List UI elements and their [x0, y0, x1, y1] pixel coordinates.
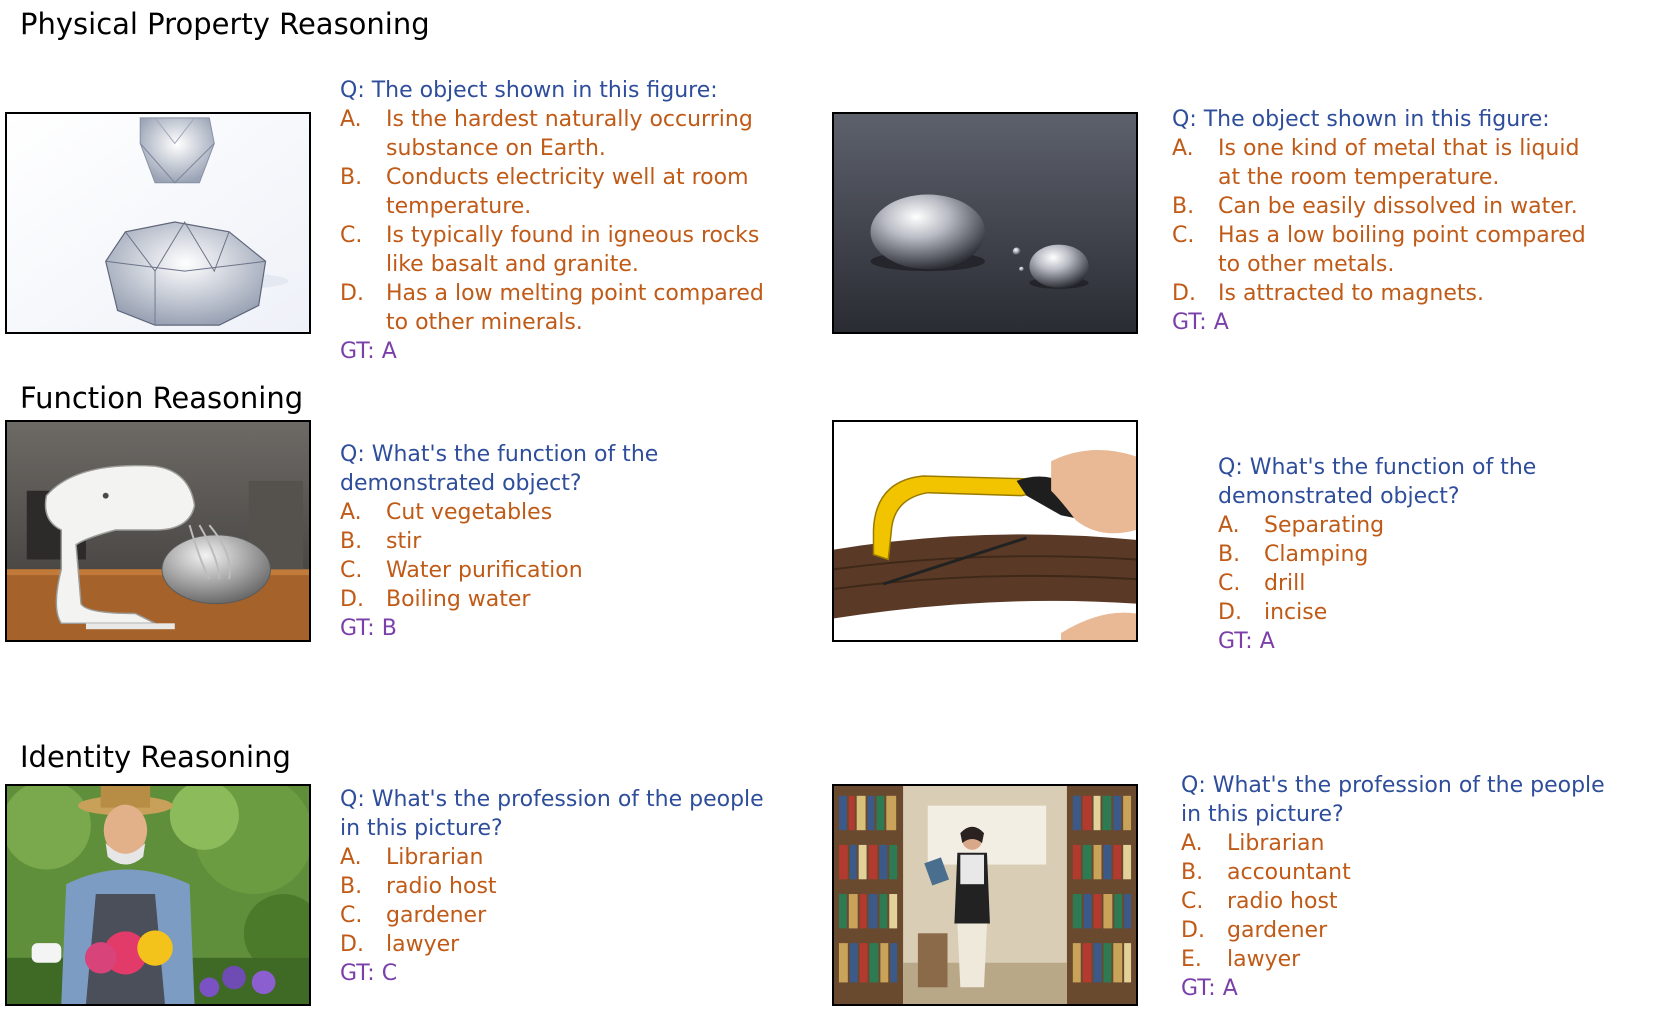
option-b: B. Clamping: [1218, 542, 1369, 567]
option-b: B. accountant: [1181, 860, 1351, 885]
ground-truth: GT: A: [1172, 310, 1229, 335]
qa-block-diamond: [340, 76, 764, 366]
qa-block-gardener: [340, 785, 764, 988]
option-c: C. gardener: [340, 903, 487, 928]
stand-mixer-image: [5, 420, 311, 642]
question-line-2: in this picture?: [1181, 802, 1344, 827]
section-title-physical: Physical Property Reasoning: [20, 7, 430, 41]
question-line-1: Q: What's the profession of the people: [1181, 773, 1605, 798]
option-e: E. lawyer: [1181, 947, 1301, 972]
question-line-1: Q: What's the profession of the people: [340, 787, 764, 812]
question-line-2: demonstrated object?: [1218, 484, 1460, 509]
question-line-1: Q: What's the function of the: [340, 442, 659, 467]
option-c: C. drill: [1218, 571, 1306, 596]
section-title-function: Function Reasoning: [20, 381, 304, 415]
option-a: A. Librarian: [340, 845, 484, 870]
option-b: B. stir: [340, 529, 422, 554]
ground-truth: GT: C: [340, 961, 398, 986]
gardener-image: [5, 784, 311, 1006]
library-image: [832, 784, 1138, 1006]
option-c: C. Has a low boiling point compared to other metals.: [1172, 223, 1586, 277]
question-line-2: in this picture?: [340, 816, 503, 841]
option-c: C. Water purification: [340, 558, 583, 583]
question-text: Q: The object shown in this figure:: [1172, 107, 1550, 132]
option-a: A. Is the hardest naturally occurring substance on Earth.: [340, 107, 753, 161]
option-d: D. Has a low melting point compared to other minerals.: [340, 281, 764, 335]
hacksaw-image: [832, 420, 1138, 642]
mercury-image: [832, 112, 1138, 334]
option-b: B. Can be easily dissolved in water.: [1172, 194, 1578, 219]
option-b: B. radio host: [340, 874, 497, 899]
qa-block-hacksaw: [1218, 453, 1536, 656]
ground-truth: GT: A: [340, 339, 397, 364]
question-line-2: demonstrated object?: [340, 471, 582, 496]
option-d: D. Is attracted to magnets.: [1172, 281, 1484, 306]
option-a: A. Librarian: [1181, 831, 1325, 856]
question-line-1: Q: What's the function of the: [1218, 455, 1537, 480]
option-c: C. radio host: [1181, 889, 1338, 914]
qa-block-mixer: [340, 440, 658, 643]
option-d: D. gardener: [1181, 918, 1328, 943]
option-a: A. Separating: [1218, 513, 1385, 538]
section-title-identity: Identity Reasoning: [20, 740, 291, 774]
option-a: A. Cut vegetables: [340, 500, 553, 525]
qa-block-librarian: [1181, 771, 1605, 1003]
option-a: A. Is one kind of metal that is liquid at the room temperature.: [1172, 136, 1580, 190]
option-d: D. Boiling water: [340, 587, 531, 612]
ground-truth: GT: B: [340, 616, 397, 641]
qa-block-mercury: [1172, 105, 1586, 337]
option-d: D. lawyer: [340, 932, 460, 957]
option-d: D. incise: [1218, 600, 1328, 625]
diamond-image: [5, 112, 311, 334]
option-b: B. Conducts electricity well at room temperature.: [340, 165, 749, 219]
ground-truth: GT: A: [1218, 629, 1275, 654]
option-c: C. Is typically found in igneous rocks like basalt and granite.: [340, 223, 760, 277]
question-text: Q: The object shown in this figure:: [340, 78, 718, 103]
ground-truth: GT: A: [1181, 976, 1238, 1001]
